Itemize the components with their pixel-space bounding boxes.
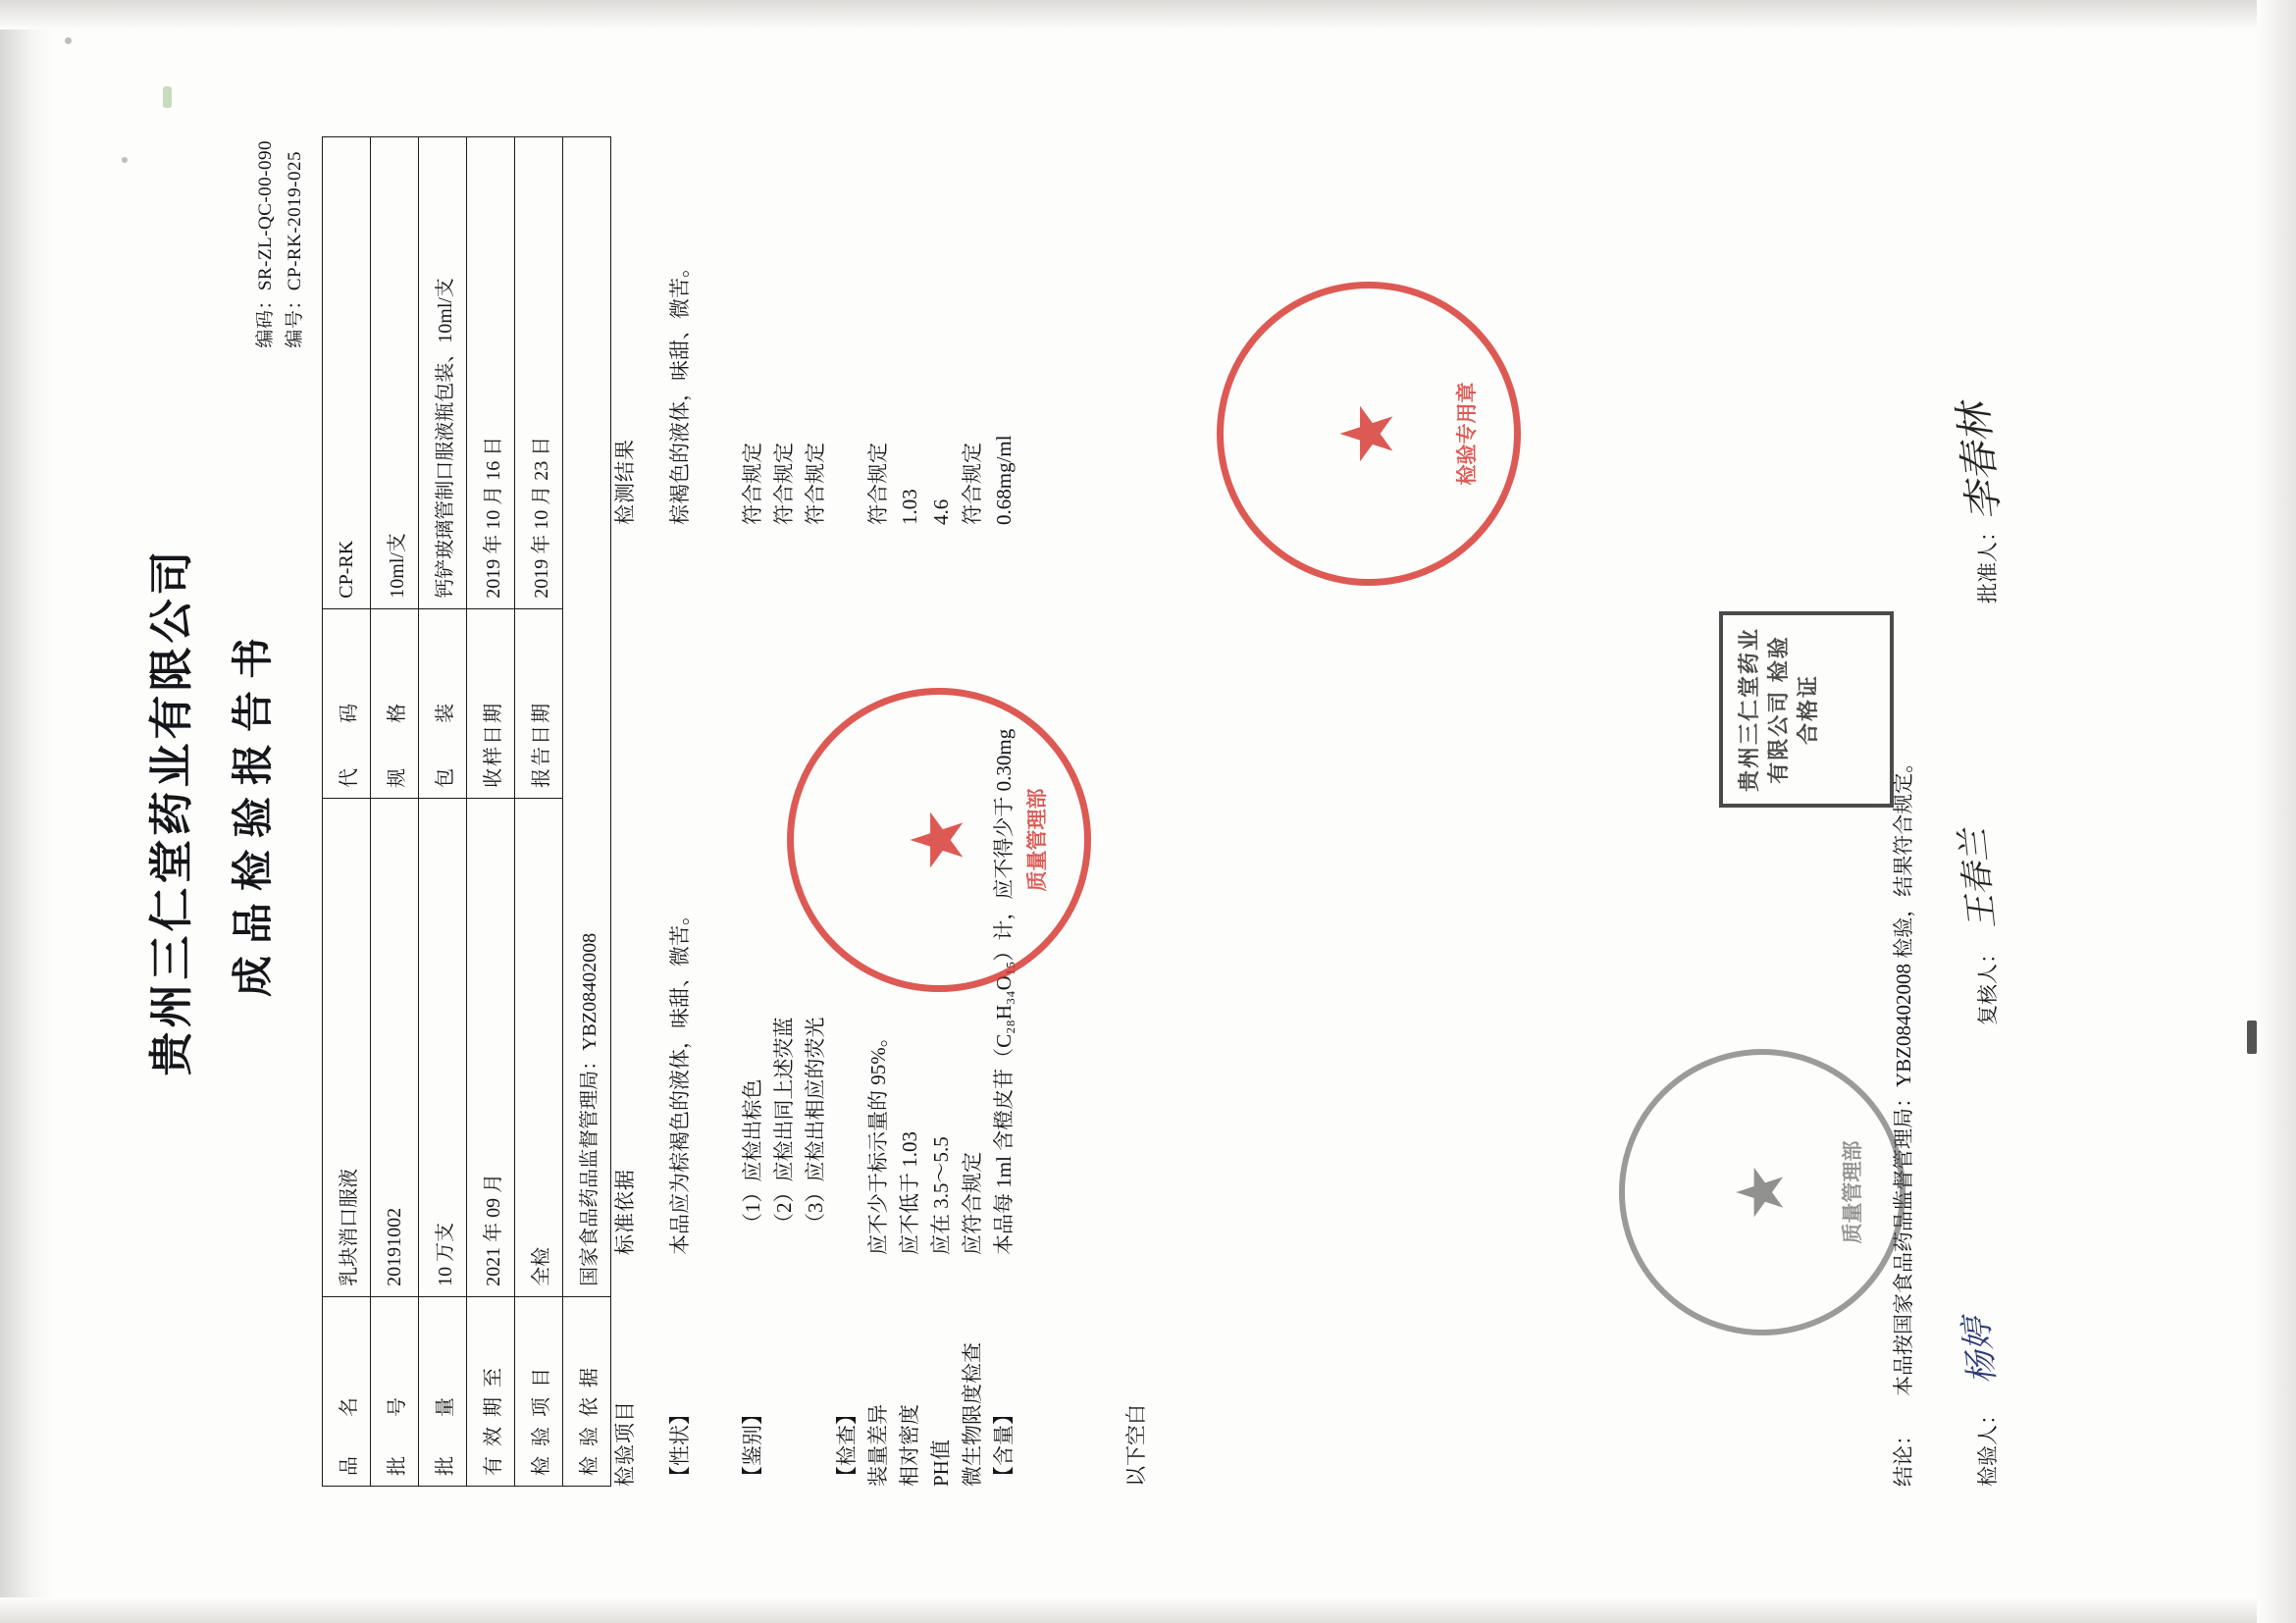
result-standard: （1）应检出棕色: [741, 1078, 764, 1233]
table-row: [323, 137, 371, 1487]
result-standard: 应在 3.5～5.5: [929, 1136, 953, 1255]
result-standard: 应不低于 1.03: [898, 1131, 921, 1255]
result-item: PH值: [929, 1440, 953, 1487]
cell-label: 有效期至: [467, 1296, 515, 1486]
star-icon: ★: [899, 807, 979, 873]
cell-value: 20191002: [371, 798, 419, 1296]
cell-label: 规 格: [371, 608, 419, 798]
document-title: 成品检验报告书: [232, 626, 277, 998]
gray-company-stamp: [1619, 1049, 1905, 1335]
cell-label: 包 装: [419, 608, 467, 798]
inspector-label: 检验人：: [1976, 1404, 2000, 1487]
reviewer-label: 复核人：: [1976, 943, 2000, 1025]
results-col-result: 检测结果: [613, 439, 637, 525]
result-item: 相对密度: [898, 1404, 921, 1487]
results-col-item: 检验项目: [613, 1400, 637, 1487]
table-row: [563, 137, 611, 1487]
cell-value: 全检: [515, 798, 563, 1296]
stamp-sub-text: 质量管理部: [1841, 1140, 1864, 1244]
result-row: [736, 136, 767, 1487]
scan-speck: [65, 37, 72, 44]
cell-label: 检验项目: [515, 1296, 563, 1486]
signature-block: [1968, 136, 2021, 1487]
red-company-stamp-quality: [787, 688, 1091, 992]
document-body: [59, 46, 2237, 1577]
result-item: 微生物限度检查: [961, 1342, 984, 1487]
cell-value: 乳块消口服液: [323, 798, 371, 1296]
result-standard: （2）应检出同上述荧蓝: [772, 1017, 796, 1233]
result-standard: （3）应检出相应的荧光: [804, 1017, 827, 1233]
red-inspection-stamp: [1217, 282, 1521, 586]
product-info-table: [322, 136, 611, 1487]
result-value: 符合规定: [961, 443, 984, 525]
cell-label: 批 号: [371, 1296, 419, 1486]
star-icon: ★: [1329, 400, 1409, 467]
result-standard: 本品每 1ml 含橙皮苷（C₂₈H₃₄O₁₅）计，应不得少于 0.30mg: [992, 728, 1016, 1255]
result-value: 符合规定: [866, 443, 890, 525]
table-row: [467, 137, 515, 1487]
cell-value: 钙铲玻璃管制口服液瓶包装、10ml/支: [419, 137, 467, 609]
cell-value: 国家食品药品监督管理局：YBZ08402008: [563, 137, 611, 1297]
result-standard: 应符合规定: [961, 1152, 984, 1255]
number-label: 编号：: [285, 290, 305, 348]
cell-value: 10ml/支: [371, 137, 419, 609]
results-col-standard: 标准依据: [613, 1169, 637, 1255]
document-codes: [251, 140, 310, 348]
cell-value: 2021 年 09 月: [467, 798, 515, 1296]
result-item: 【性状】: [668, 1404, 692, 1487]
cell-value: CP-RK: [323, 137, 371, 609]
result-value: 符合规定: [741, 443, 764, 525]
cell-label: 检验依据: [563, 1296, 611, 1486]
code-label: 编码：: [255, 290, 276, 348]
code-value: SR-ZL-QC-00-090: [255, 140, 276, 291]
page-edge-top: [0, 0, 2296, 29]
results-header-row: [608, 136, 640, 1487]
result-standard: 本品应为棕褐色的液体，味甜、微苦。: [668, 905, 692, 1255]
company-name: 贵州三仁堂药业有限公司: [147, 547, 196, 1076]
star-icon: ★: [1726, 1163, 1798, 1222]
result-value: 符合规定: [772, 443, 796, 525]
result-item: 装量差异: [866, 1404, 890, 1487]
result-item: 【含量】: [992, 1404, 1016, 1487]
cell-label: 报告日期: [515, 608, 563, 798]
stamp-sub-text: 检验专用章: [1455, 382, 1479, 486]
approver-label: 批准人：: [1976, 521, 2000, 603]
cell-label: 收样日期: [467, 608, 515, 798]
stamp-sub-text: 质量管理部: [1025, 788, 1049, 892]
result-value: 符合规定: [804, 443, 827, 525]
result-item: 【鉴别】: [741, 1404, 764, 1487]
black-qualified-stamp: 贵州三仁堂药业有限公司 检验合格证: [1719, 611, 1894, 808]
result-row: [663, 136, 736, 1487]
scan-speck: [2247, 1021, 2257, 1054]
blank-note: 以下空白: [1124, 1404, 1148, 1487]
cell-label: 品 名: [323, 1296, 371, 1486]
cell-value: 2019 年 10 月 16 日: [467, 137, 515, 609]
cell-label: 批 量: [419, 1296, 467, 1486]
conclusion-text: 本品按国家食品药品监督管理局：YBZ08402008 检验，结果符合规定。: [1892, 752, 1915, 1396]
cell-value: 2019 年 10 月 23 日: [515, 137, 563, 609]
result-value: 棕褐色的液体，味甜、微苦。: [668, 257, 692, 525]
approver-signature: 李春林: [1951, 400, 2009, 523]
reviewer-signature: 王春兰: [1953, 826, 2004, 931]
result-value: 4.6: [929, 498, 953, 525]
number-value: CP-RK-2019-025: [285, 151, 305, 291]
result-standard: 应不少于标示量的 95%。: [866, 1026, 890, 1255]
page-edge-left: [0, 0, 55, 1623]
result-value: 1.03: [898, 489, 921, 525]
table-row: [371, 137, 419, 1487]
result-item: 【检查】: [835, 1404, 859, 1487]
table-row: [515, 137, 563, 1487]
table-row: [419, 137, 467, 1487]
cell-value: 10 万支: [419, 798, 467, 1296]
result-value: 0.68mg/ml: [992, 435, 1016, 525]
page-edge-bottom: [0, 1597, 2296, 1623]
conclusion-label: 结论：: [1892, 1425, 1915, 1487]
page-edge-right: [2257, 0, 2296, 1623]
cell-label: 代 码: [323, 608, 371, 798]
inspector-signature: 杨婷: [1957, 1315, 2004, 1387]
